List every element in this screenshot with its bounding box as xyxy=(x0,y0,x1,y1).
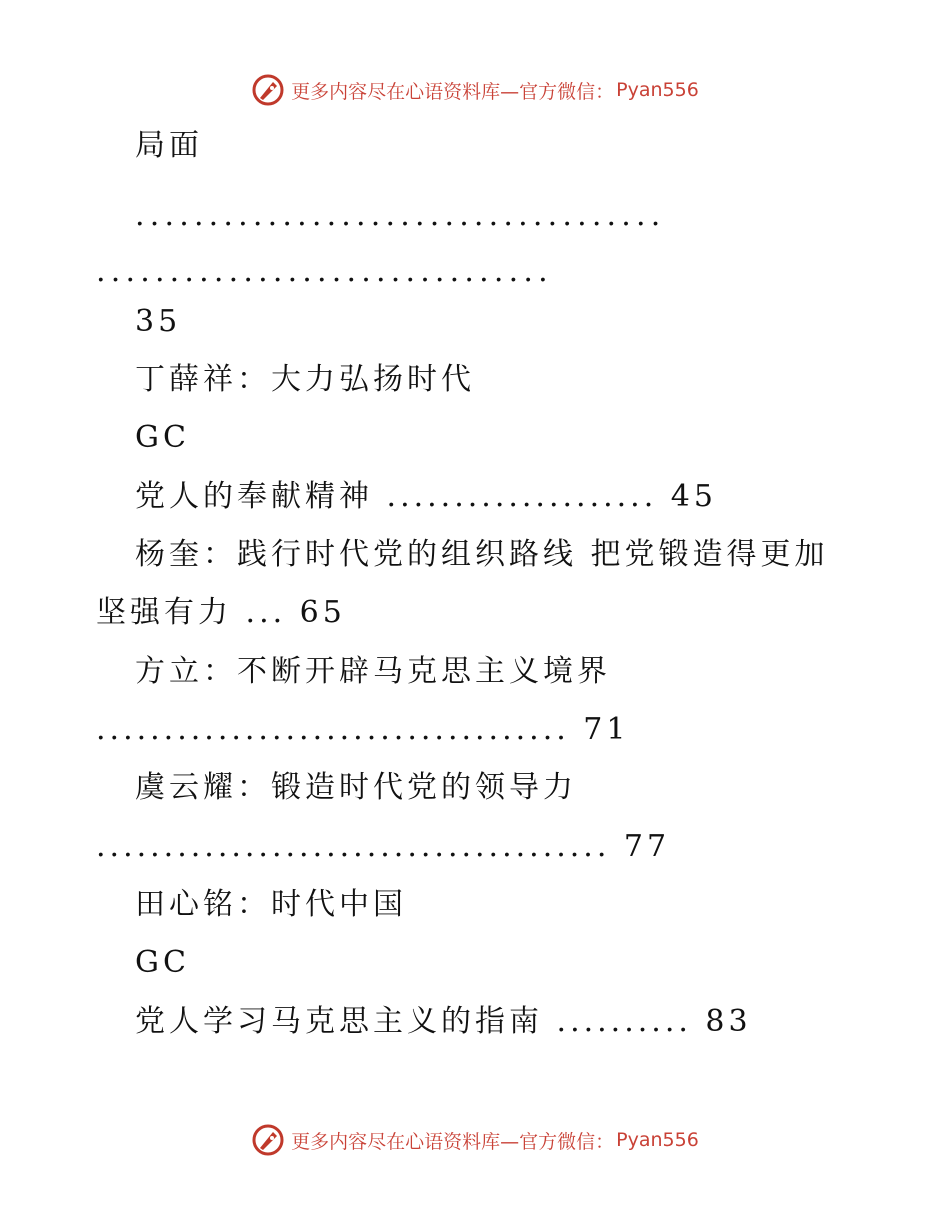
footer-banner xyxy=(0,1122,950,1158)
toc-line-gc-1: GC xyxy=(135,420,190,455)
toc-entry-fangli-page: ................................... 71 xyxy=(96,712,630,747)
toc-entry-dingxuexiang: 丁薛祥：大力弘扬时代 xyxy=(135,362,475,397)
toc-line-1: 局面 xyxy=(135,128,203,163)
toc-dot-leader-1: .................................... xyxy=(135,198,666,233)
header-wechat-id: Pyan556 xyxy=(616,79,699,101)
footer-brand-text: 更多内容尽在心语资料库—官方微信： xyxy=(291,1130,615,1153)
header-brand-text: 更多内容尽在心语资料库—官方微信： xyxy=(291,80,615,103)
toc-entry-yangkui: 杨奎：践行时代党的组织路线 把党锻造得更加 xyxy=(135,537,829,572)
toc-dot-leader-2: ............................... xyxy=(96,254,553,289)
toc-entry-tianxinming: 田心铭：时代中国 xyxy=(135,887,407,922)
toc-page-number-1: 35 xyxy=(135,304,182,339)
header-banner xyxy=(0,72,950,108)
pen-nib-logo-icon xyxy=(251,73,285,107)
toc-entry-yuyunyao-page: ...................................... 77 xyxy=(96,829,671,864)
toc-entry-tianxinming-cont: 党人学习马克思主义的指南 .......... 83 xyxy=(135,1004,752,1039)
toc-entry-fangli: 方立：不断开辟马克思主义境界 xyxy=(135,654,611,689)
toc-entry-yangkui-cont: 坚强有力 ... 65 xyxy=(96,595,346,630)
toc-line-gc-2: GC xyxy=(135,945,190,980)
toc-entry-dingxuexiang-cont: 党人的奉献精神 .................... 45 xyxy=(135,479,717,514)
toc-entry-yuyunyao: 虞云耀：锻造时代党的领导力 xyxy=(135,770,577,805)
footer-wechat-id: Pyan556 xyxy=(616,1129,699,1151)
pen-nib-logo-icon xyxy=(251,1123,285,1157)
